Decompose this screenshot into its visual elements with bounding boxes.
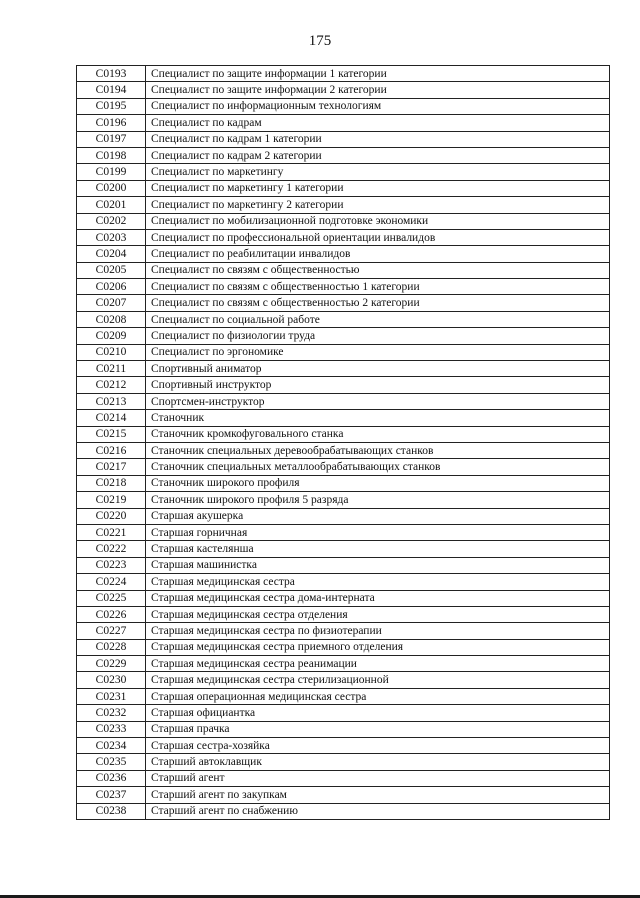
table-row: [77, 262, 610, 278]
occupation-name-cell: Старшая медицинская сестра по физиотерапии: [146, 623, 610, 639]
occupation-name-cell: Станочник широкого профиля 5 разряда: [146, 492, 610, 508]
occupation-code-cell: C0224: [77, 574, 146, 590]
occupation-name-cell: Специалист по реабилитации инвалидов: [146, 246, 610, 262]
occupation-name-cell: Старший агент: [146, 770, 610, 786]
occupation-name-cell: Специалист по связям с общественностью 2 категории: [146, 295, 610, 311]
table-row: [77, 442, 610, 458]
occupation-name-cell: Старший автоклавщик: [146, 754, 610, 770]
occupation-name-cell: Специалист по профессиональной ориентации инвалидов: [146, 229, 610, 245]
occupation-name-cell: Специалист по социальной работе: [146, 311, 610, 327]
occupation-code-cell: C0198: [77, 147, 146, 163]
table-row: [77, 311, 610, 327]
occupation-code-cell: C0220: [77, 508, 146, 524]
occupation-name-cell: Специалист по защите информации 2 категории: [146, 82, 610, 98]
table-row: [77, 361, 610, 377]
table-row: [77, 574, 610, 590]
occupation-code-cell: C0209: [77, 328, 146, 344]
occupation-name-cell: Станочник кромкофуговального станка: [146, 426, 610, 442]
occupation-code-cell: C0223: [77, 557, 146, 573]
table-row: [77, 738, 610, 754]
occupation-code-cell: C0225: [77, 590, 146, 606]
table-row: [77, 328, 610, 344]
occupation-code-cell: C0218: [77, 475, 146, 491]
table-row: [77, 672, 610, 688]
occupation-code-cell: C0230: [77, 672, 146, 688]
occupation-name-cell: Специалист по связям с общественностью: [146, 262, 610, 278]
occupation-name-cell: Старший агент по закупкам: [146, 787, 610, 803]
table-row: [77, 492, 610, 508]
occupation-name-cell: Старшая горничная: [146, 524, 610, 540]
table-row: [77, 197, 610, 213]
table-row: [77, 98, 610, 114]
occupation-code-cell: C0212: [77, 377, 146, 393]
table-row: [77, 164, 610, 180]
occupation-code-cell: C0195: [77, 98, 146, 114]
occupation-code-cell: C0204: [77, 246, 146, 262]
occupation-code-cell: C0208: [77, 311, 146, 327]
occupation-code-cell: C0227: [77, 623, 146, 639]
occupation-name-cell: Специалист по физиологии труда: [146, 328, 610, 344]
occupation-code-cell: C0237: [77, 787, 146, 803]
occupation-code-cell: C0205: [77, 262, 146, 278]
table-row: [77, 180, 610, 196]
occupation-name-cell: Старшая медицинская сестра дома-интерната: [146, 590, 610, 606]
occupation-name-cell: Специалист по кадрам: [146, 115, 610, 131]
table-row: [77, 656, 610, 672]
occupation-code-cell: C0236: [77, 770, 146, 786]
occupation-code-cell: C0222: [77, 541, 146, 557]
table-row: [77, 459, 610, 475]
table-row: [77, 279, 610, 295]
occupation-name-cell: Специалист по эргономике: [146, 344, 610, 360]
occupation-code-cell: C0202: [77, 213, 146, 229]
occupation-code-cell: C0214: [77, 410, 146, 426]
occupation-name-cell: Спортивный аниматор: [146, 361, 610, 377]
occupation-code-cell: C0200: [77, 180, 146, 196]
occupation-name-cell: Спортивный инструктор: [146, 377, 610, 393]
occupation-code-cell: C0194: [77, 82, 146, 98]
table-row: [77, 541, 610, 557]
table-row: [77, 787, 610, 803]
occupation-code-cell: C0234: [77, 738, 146, 754]
occupation-name-cell: Старшая операционная медицинская сестра: [146, 688, 610, 704]
occupation-code-cell: C0217: [77, 459, 146, 475]
occupation-code-cell: C0228: [77, 639, 146, 655]
table-row: [77, 721, 610, 737]
occupation-code-cell: C0238: [77, 803, 146, 819]
occupation-name-cell: Старшая кастелянша: [146, 541, 610, 557]
table-row: [77, 606, 610, 622]
occupation-code-cell: C0210: [77, 344, 146, 360]
occupation-code-cell: C0221: [77, 524, 146, 540]
occupation-name-cell: Специалист по защите информации 1 категории: [146, 66, 610, 82]
table-row: [77, 475, 610, 491]
table-row: [77, 623, 610, 639]
occupation-name-cell: Специалист по кадрам 2 категории: [146, 147, 610, 163]
occupation-code-cell: C0226: [77, 606, 146, 622]
occupation-code-cell: C0197: [77, 131, 146, 147]
table-row: [77, 410, 610, 426]
table-row: [77, 508, 610, 524]
occupation-name-cell: Старшая медицинская сестра стерилизационной: [146, 672, 610, 688]
occupation-code-cell: C0201: [77, 197, 146, 213]
table-row: [77, 557, 610, 573]
occupation-name-cell: Старшая акушерка: [146, 508, 610, 524]
occupation-name-cell: Специалист по маркетингу 1 категории: [146, 180, 610, 196]
table-row: [77, 66, 610, 82]
table-body: [77, 66, 610, 820]
table-row: [77, 590, 610, 606]
table-row: [77, 754, 610, 770]
occupation-code-cell: C0193: [77, 66, 146, 82]
occupation-code-cell: C0203: [77, 229, 146, 245]
table-row: [77, 115, 610, 131]
table-row: [77, 131, 610, 147]
occupation-code-table: [76, 65, 610, 820]
occupation-name-cell: Специалист по кадрам 1 категории: [146, 131, 610, 147]
occupation-name-cell: Станочник специальных деревообрабатывающих станков: [146, 442, 610, 458]
occupation-name-cell: Специалист по маркетингу 2 категории: [146, 197, 610, 213]
occupation-name-cell: Старшая медицинская сестра реанимации: [146, 656, 610, 672]
page-number: 175: [308, 33, 332, 49]
occupation-name-cell: Старшая медицинская сестра отделения: [146, 606, 610, 622]
occupation-code-cell: C0211: [77, 361, 146, 377]
table-row: [77, 639, 610, 655]
occupation-name-cell: Старшая прачка: [146, 721, 610, 737]
table-row: [77, 229, 610, 245]
occupation-code-cell: C0229: [77, 656, 146, 672]
table-row: [77, 803, 610, 819]
table-row: [77, 426, 610, 442]
table-row: [77, 770, 610, 786]
occupation-name-cell: Старший агент по снабжению: [146, 803, 610, 819]
occupation-code-cell: C0219: [77, 492, 146, 508]
table-row: [77, 213, 610, 229]
table-row: [77, 246, 610, 262]
occupation-code-cell: C0196: [77, 115, 146, 131]
occupation-code-cell: C0215: [77, 426, 146, 442]
occupation-name-cell: Старшая машинистка: [146, 557, 610, 573]
occupation-code-cell: C0199: [77, 164, 146, 180]
table-row: [77, 82, 610, 98]
occupation-name-cell: Специалист по маркетингу: [146, 164, 610, 180]
table-row: [77, 393, 610, 409]
occupation-code-cell: C0231: [77, 688, 146, 704]
table-row: [77, 705, 610, 721]
occupation-name-cell: Станочник широкого профиля: [146, 475, 610, 491]
occupation-name-cell: Старшая официантка: [146, 705, 610, 721]
table-row: [77, 688, 610, 704]
occupation-code-cell: C0213: [77, 393, 146, 409]
occupation-code-cell: C0232: [77, 705, 146, 721]
occupation-name-cell: Специалист по мобилизационной подготовке экономики: [146, 213, 610, 229]
occupation-name-cell: Специалист по информационным технологиям: [146, 98, 610, 114]
occupation-name-cell: Старшая сестра-хозяйка: [146, 738, 610, 754]
table-row: [77, 147, 610, 163]
occupation-name-cell: Старшая медицинская сестра приемного отделения: [146, 639, 610, 655]
occupation-code-cell: C0216: [77, 442, 146, 458]
occupation-name-cell: Старшая медицинская сестра: [146, 574, 610, 590]
occupation-code-cell: C0206: [77, 279, 146, 295]
table-row: [77, 524, 610, 540]
occupation-name-cell: Станочник специальных металлообрабатывающих станков: [146, 459, 610, 475]
table-row: [77, 377, 610, 393]
occupation-name-cell: Станочник: [146, 410, 610, 426]
occupation-name-cell: Спортсмен-инструктор: [146, 393, 610, 409]
table-row: [77, 295, 610, 311]
occupation-name-cell: Специалист по связям с общественностью 1 категории: [146, 279, 610, 295]
table-row: [77, 344, 610, 360]
occupation-code-cell: C0233: [77, 721, 146, 737]
occupation-code-cell: C0207: [77, 295, 146, 311]
occupation-code-cell: C0235: [77, 754, 146, 770]
